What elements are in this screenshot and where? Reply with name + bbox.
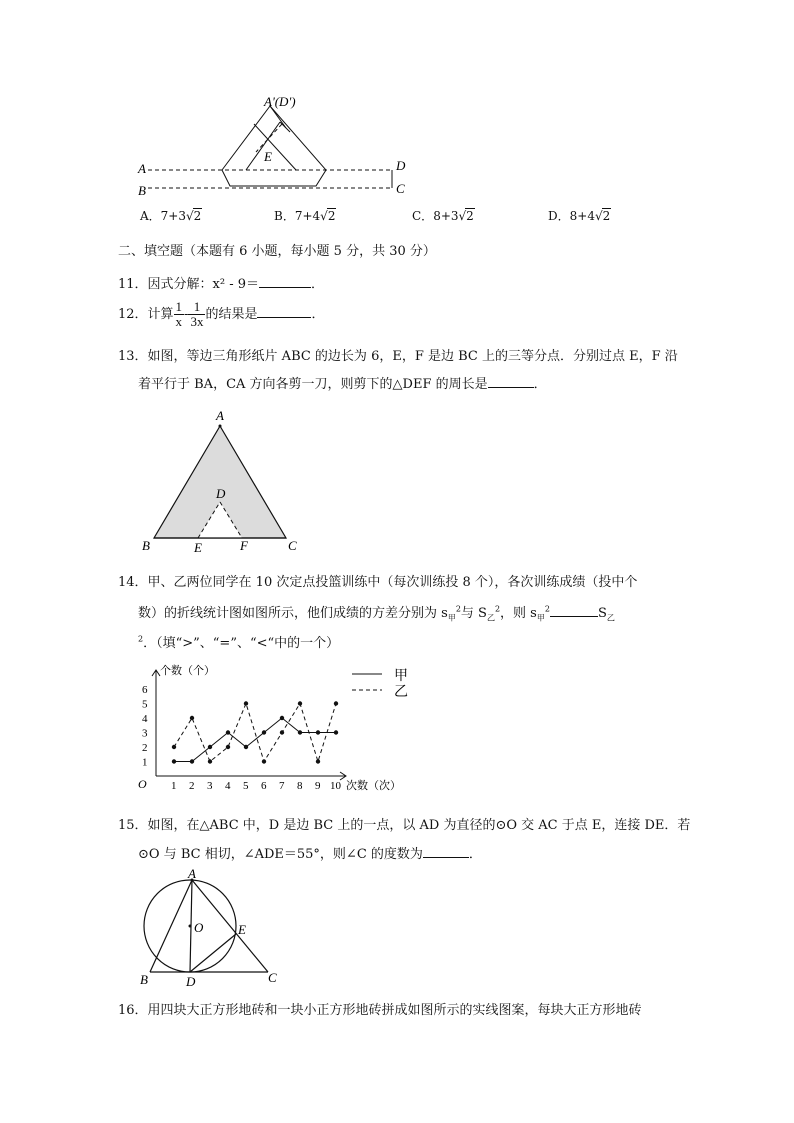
fig13-label-e: E <box>194 540 202 555</box>
answer-blank-12[interactable] <box>257 305 311 318</box>
legend-jia: 甲 <box>394 669 408 684</box>
chart-origin: O <box>138 777 147 791</box>
fig13-label-f: F <box>240 538 248 553</box>
data-point-jia <box>226 730 230 734</box>
data-point-yi <box>190 716 194 720</box>
data-point-yi <box>298 701 302 705</box>
fig15-label-b: B <box>140 972 148 987</box>
answer-blank-15[interactable] <box>423 845 469 858</box>
x-tick-label: 4 <box>225 780 231 792</box>
x-tick-label: 7 <box>279 780 285 792</box>
question-12: 12．计算 $\frac{1}{x}$ - $\frac{1}{3x}$ 的结果是 ． <box>118 299 325 329</box>
fig10-label-b: B <box>138 183 146 198</box>
y-tick-label: 3 <box>142 727 148 740</box>
fig13-label-a: A <box>216 408 224 423</box>
fig15-label-d: D <box>186 974 196 989</box>
x-tick-label: 1 <box>171 780 177 792</box>
question-14-line3: $^2$．（填“>”、“=”、“<“中的一个） <box>138 634 340 651</box>
question-11: 11．因式分解：x² - 9＝ ． <box>118 277 325 292</box>
fraction-2: $\frac{1}{3x}$ <box>190 299 204 329</box>
data-point-jia <box>298 730 302 734</box>
x-tick-label: 10 <box>330 780 341 792</box>
option-c[interactable]: C．8+3√2 <box>412 209 474 223</box>
data-point-jia <box>262 730 266 734</box>
data-point-jia <box>172 759 176 763</box>
fig15-label-o: O <box>194 920 204 935</box>
q15-circle-figure <box>136 868 296 990</box>
fig10-label-d: D <box>396 158 406 173</box>
y-tick-label: 1 <box>142 756 148 769</box>
y-tick-label: 4 <box>142 713 148 725</box>
x-tick-label: 8 <box>297 780 303 792</box>
fig13-label-c: C <box>288 538 297 553</box>
x-tick-label: 2 <box>189 780 195 792</box>
y-tick-label: 2 <box>142 742 148 754</box>
data-point-jia <box>244 745 248 749</box>
question-15-line2: ⊙O 与 BC 相切，∠ADE＝55°，则∠C 的度数为 ． <box>138 847 482 862</box>
data-point-jia <box>334 730 338 734</box>
data-point-jia <box>208 745 212 749</box>
fig10-label-e: E <box>264 149 272 164</box>
question-14-line2: 数）的折线统计图如图所示，他们成绩的方差分别为 $s_甲^2$与 $S_乙^2$，则 $s_甲^2$ $S_乙$ <box>138 604 615 623</box>
answer-blank-11[interactable] <box>259 275 311 288</box>
answer-blank-13[interactable] <box>488 375 534 388</box>
question-13-line2: 着平行于 BA，CA 方向各剪一刀，则剪下的△DEF 的周长是 ． <box>138 377 547 392</box>
data-point-jia <box>190 759 194 763</box>
chart-legend <box>352 668 408 700</box>
question-13-line1: 13．如图，等边三角形纸片 ABC 的边长为 6，E，F 是边 BC 上的三等分点．分别过点 E，F 沿 <box>118 349 678 364</box>
question-15-line1: 15．如图，在△ABC 中，D 是边 BC 上的一点，以 AD 为直径的⊙O 交 AC 于点 E，连接 DE．若 <box>118 818 691 833</box>
q13-triangle-figure <box>136 406 306 556</box>
data-point-yi <box>334 701 338 705</box>
fig13-label-b: B <box>142 538 150 553</box>
section-title: 二、填空题（本题有 6 小题，每小题 5 分，共 30 分） <box>118 244 436 259</box>
data-point-yi <box>208 759 212 763</box>
q10-figure <box>130 94 420 206</box>
option-d[interactable]: D．8+4√2 <box>548 209 611 223</box>
fig10-label-top: A'(D') <box>264 94 296 109</box>
x-tick-label: 9 <box>315 780 321 792</box>
fig10-label-c: C <box>396 181 405 196</box>
fig15-label-a: A <box>188 868 196 881</box>
fig15-label-c: C <box>268 970 277 985</box>
fraction-1: $\frac{1}{x}$ <box>175 299 183 329</box>
answer-blank-14[interactable] <box>550 604 598 617</box>
question-16-line1: 16．用四块大正方形地砖和一块小正方形地砖拼成如图所示的实线图案，每块大正方形地砖 <box>118 1003 642 1018</box>
y-tick-label: 5 <box>142 698 148 711</box>
fig13-label-d: D <box>216 486 226 501</box>
q14-line-chart <box>130 660 430 800</box>
data-point-yi <box>280 730 284 734</box>
data-point-jia <box>280 716 284 720</box>
legend-yi: 乙 <box>394 685 408 700</box>
data-point-yi <box>244 701 248 705</box>
fig15-label-e: E <box>238 922 246 937</box>
data-point-yi <box>316 759 320 763</box>
option-b[interactable]: B．7+4√2 <box>274 209 336 223</box>
data-point-yi <box>172 745 176 749</box>
data-point-yi <box>262 759 266 763</box>
y-tick-label: 6 <box>142 684 148 696</box>
chart-ylabel: 个数（个） <box>160 665 215 677</box>
x-tick-label: 3 <box>207 780 213 792</box>
option-a[interactable]: A．7+3√2 <box>140 209 202 223</box>
fig10-label-a: A <box>138 161 146 176</box>
x-tick-label: 5 <box>243 780 249 792</box>
data-point-jia <box>316 730 320 734</box>
chart-xlabel: 次数（次） <box>346 780 401 792</box>
x-tick-label: 6 <box>261 780 267 792</box>
data-point-yi <box>226 745 230 749</box>
question-14-line1: 14．甲、乙两位同学在 10 次定点投篮训练中（每次训练投 8 个），各次训练成绩（投中个 <box>118 575 638 590</box>
